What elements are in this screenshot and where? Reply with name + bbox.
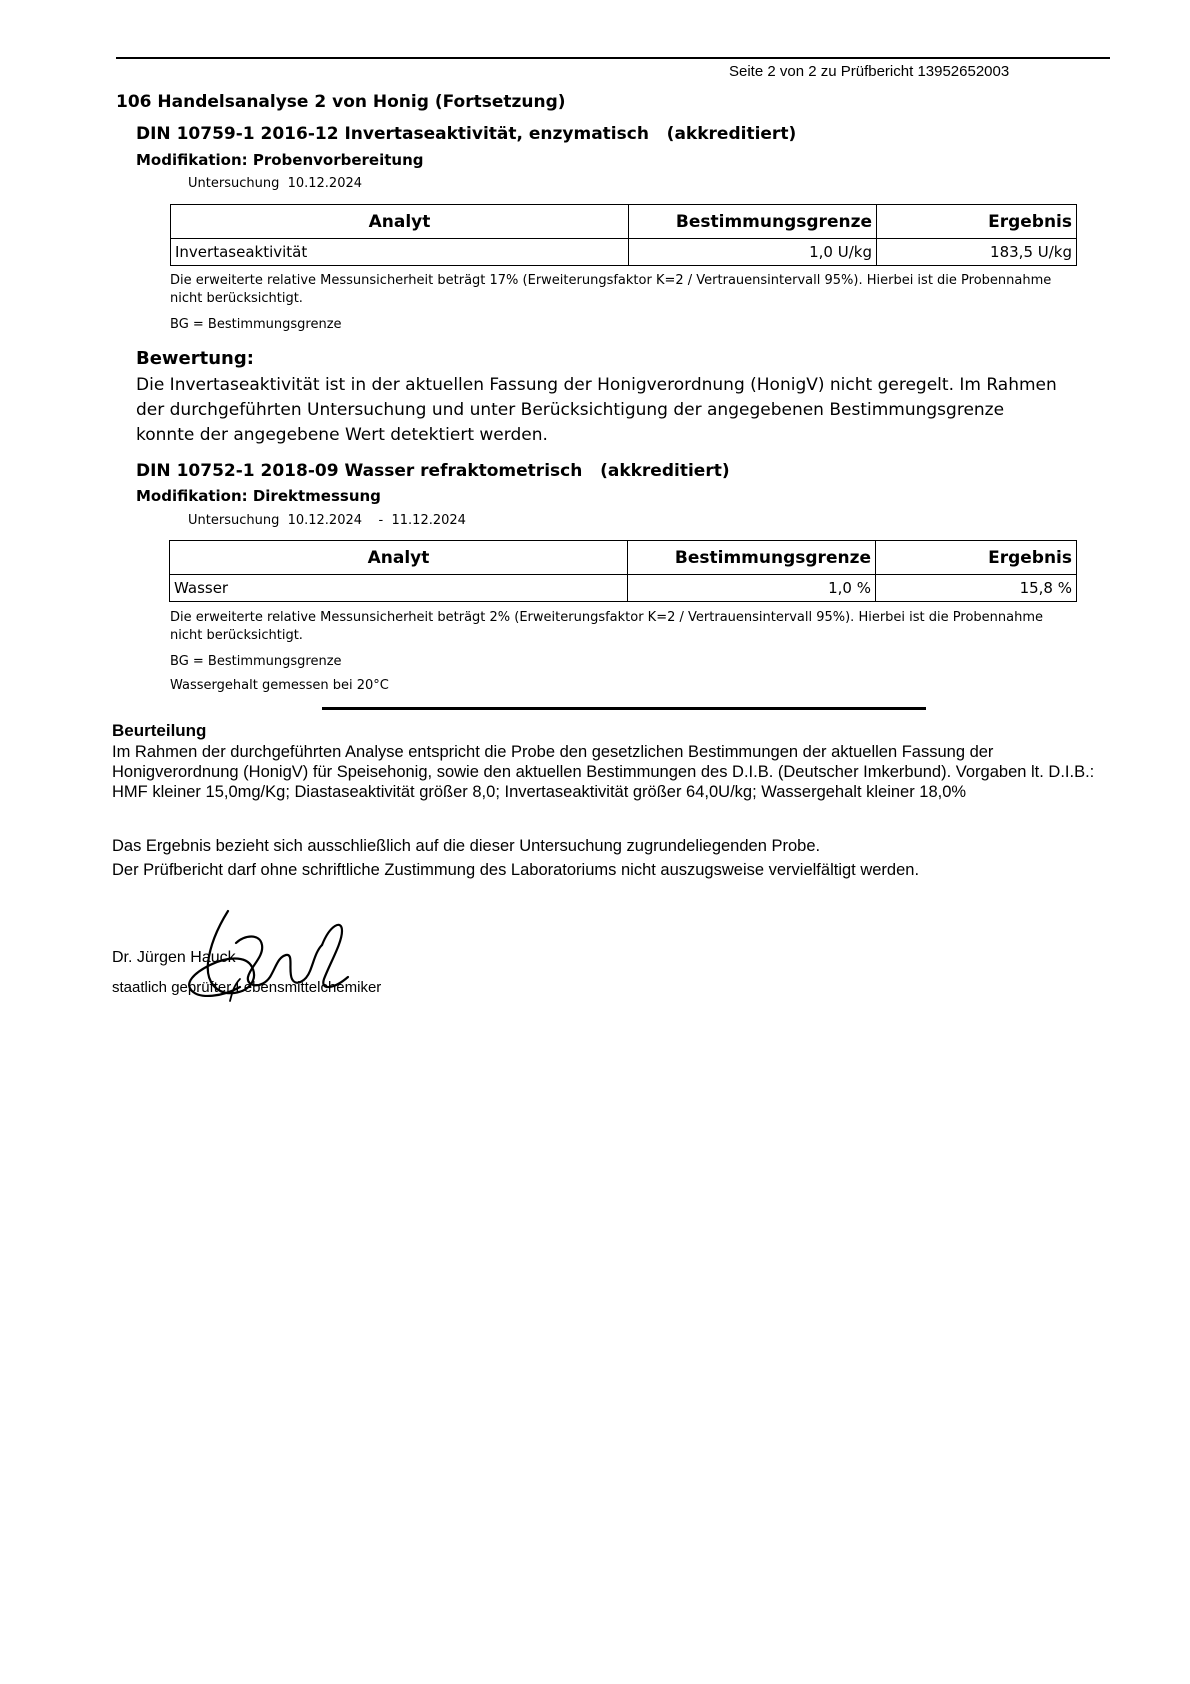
method-2-results-table: [169, 540, 1077, 602]
reproduction-disclaimer: Der Prüfbericht darf ohne schriftliche Zustimmung des Laboratoriums nicht auszugsweise vervielfältigt werden.: [112, 861, 920, 879]
method-2-modification: Modifikation: Direktmessung: [136, 487, 381, 505]
evaluation-title: Bewertung:: [136, 348, 254, 369]
cell-result: 183,5 U/kg: [877, 239, 1077, 266]
method-1-modification: Modifikation: Probenvorbereitung: [136, 151, 424, 169]
cell-analyte: Invertaseaktivität: [171, 239, 629, 266]
assessment-title: Beurteilung: [112, 721, 207, 740]
table-row: [171, 239, 1077, 266]
column-header-result: Ergebnis: [876, 541, 1077, 575]
section-divider: [322, 707, 926, 710]
method-2-uncertainty-note: Die erweiterte relative Messunsicherheit beträgt 2% (Erweiterungsfaktor K=2 / Vertrauensintervall 95%). Hierbei ist die Probennahme nicht berücksichtigt.: [170, 610, 1043, 643]
assessment-text: Im Rahmen der durchgeführten Analyse entspricht die Probe den gesetzlichen Bestimmungen der aktuellen Fassung der Honigverordnung (HonigV) für Speisehonig, sowie den aktuellen Bestimmungen des D.I.B. (Deutscher Imkerbund). Vorgaben lt. D.I.B.: HMF kleiner 15,0mg/Kg; Diastaseaktivität größer 8,0; Invertaseaktivität größer 64,0U/kg; Wassergehalt kleiner 18,0%: [112, 743, 1095, 801]
column-header-analyte: Analyt: [170, 541, 628, 575]
result-scope-disclaimer: Das Ergebnis bezieht sich ausschließlich auf die dieser Untersuchung zugrundeliegenden Probe.: [112, 837, 821, 855]
table-row: [170, 575, 1077, 602]
page-info: Seite 2 von 2 zu Prüfbericht 13952652003: [729, 63, 1010, 80]
column-header-analyte: Analyt: [171, 205, 629, 239]
cell-limit: 1,0 %: [628, 575, 876, 602]
method-2-title: DIN 10752-1 2018-09 Wasser refraktometrisch (akkreditiert): [136, 461, 730, 481]
evaluation-text: Die Invertaseaktivität ist in der aktuellen Fassung der Honigverordnung (HonigV) nicht geregelt. Im Rahmen der durchgeführten Untersuchung und unter Berücksichtigung der angegebenen Bestimmungsgrenze konnte der angegebene Wert detektiert werden.: [136, 375, 1057, 445]
method-1-exam-date: Untersuchung 10.12.2024: [188, 176, 363, 191]
column-header-limit: Bestimmungsgrenze: [628, 541, 876, 575]
signatory-role: staatlich geprüfter Lebensmittelchemiker: [112, 979, 382, 996]
cell-limit: 1,0 U/kg: [629, 239, 877, 266]
signatory-name: Dr. Jürgen Hauck: [112, 949, 236, 966]
handwritten-signature: [170, 905, 370, 1005]
section-title: 106 Handelsanalyse 2 von Honig (Fortsetzung): [116, 92, 566, 112]
cell-analyte: Wasser: [170, 575, 628, 602]
method-1-results-table: [170, 204, 1077, 266]
method-1-uncertainty-note: Die erweiterte relative Messunsicherheit beträgt 17% (Erweiterungsfaktor K=2 / Vertrauensintervall 95%). Hierbei ist die Probennahme nicht berücksichtigt.: [170, 273, 1052, 306]
column-header-result: Ergebnis: [877, 205, 1077, 239]
method-2-exam-date: Untersuchung 10.12.2024 - 11.12.2024: [188, 513, 466, 528]
method-2-bg-note: BG = Bestimmungsgrenze: [170, 654, 342, 669]
table-header-row: [170, 541, 1077, 575]
method-1-title: DIN 10759-1 2016-12 Invertaseaktivität, enzymatisch (akkreditiert): [136, 124, 797, 144]
method-2-temperature-note: Wassergehalt gemessen bei 20°C: [170, 678, 389, 693]
table-header-row: [171, 205, 1077, 239]
method-1-bg-note: BG = Bestimmungsgrenze: [170, 317, 342, 332]
column-header-limit: Bestimmungsgrenze: [629, 205, 877, 239]
cell-result: 15,8 %: [876, 575, 1077, 602]
header-rule: [116, 57, 1110, 59]
